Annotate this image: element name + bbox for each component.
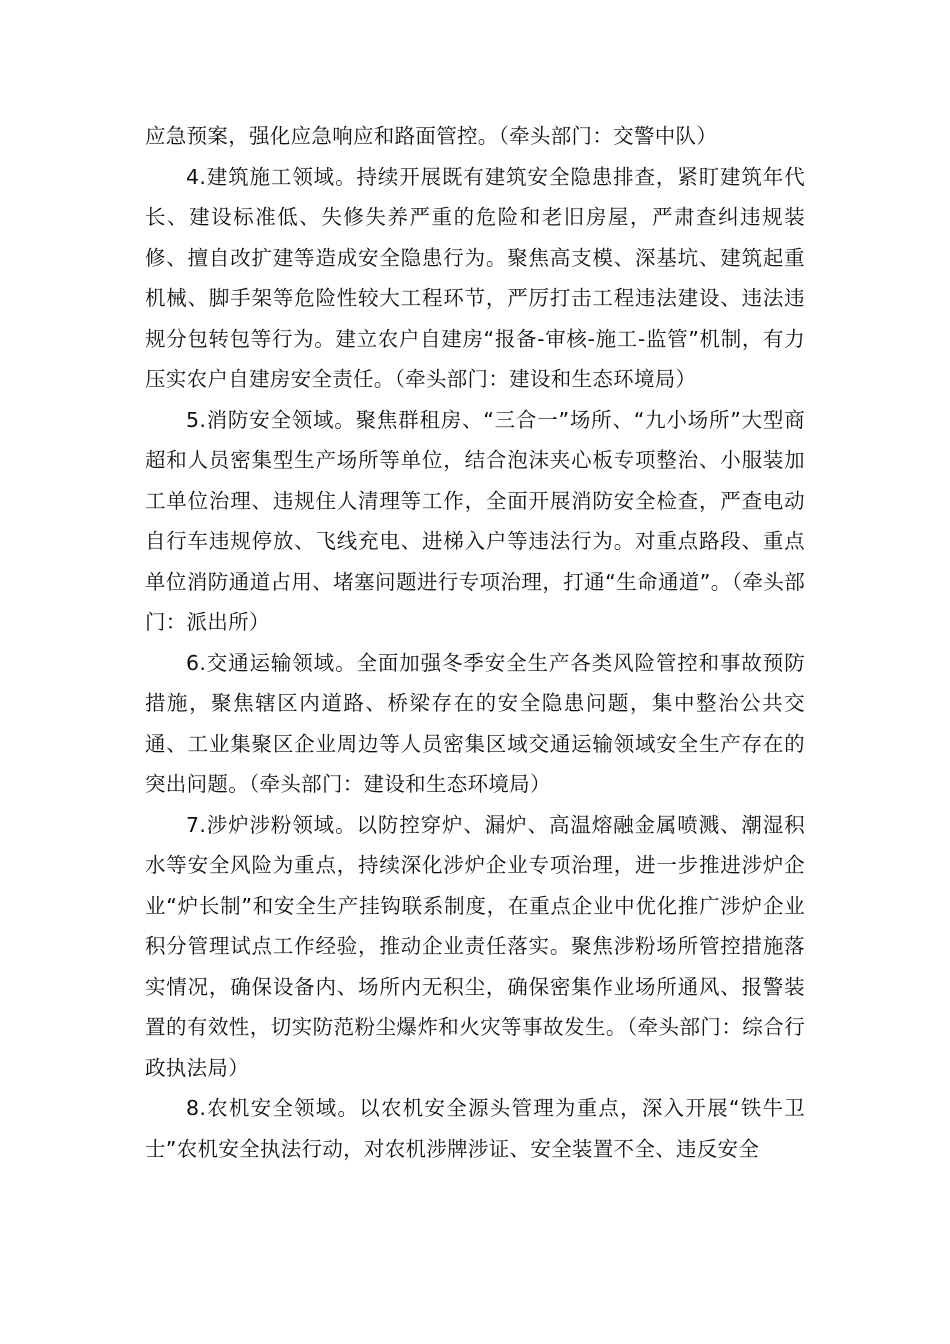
paragraph-transport: 6.交通运输领域。全面加强冬季安全生产各类风险管控和事故预防措施，聚焦辖区内道路、桥梁存在的安全隐患问题，集中整治公共交通、工业集聚区企业周边等人员密集区域交通运输领域安全生产存在的突出问题。（牵头部门：建设和生态环境局） — [145, 650, 805, 796]
paragraph-continuation: 应急预案，强化应急响应和路面管控。（牵头部门：交警中队） — [145, 124, 718, 148]
paragraph-furnace-dust: 7.涉炉涉粉领域。以防控穿炉、漏炉、高温熔融金属喷溅、潮湿积水等安全风险为重点，持续深化涉炉企业专项治理，进一步推进涉炉企业“炉长制”和安全生产挂钩联系制度，在重点企业中优化推广涉炉企业积分管理试点工作经验，推动企业责任落实。聚焦涉粉场所管控措施落实情况，确保设备内、场所内无积尘，确保密集作业场所通风、报警装置的有效性，切实防范粉尘爆炸和火灾等事故发生。（牵头部门：综合行政执法局） — [145, 812, 805, 1080]
document-body — [145, 116, 805, 1169]
paragraph-fire-safety: 5.消防安全领域。聚焦群租房、“三合一”场所、“九小场所”大型商超和人员密集型生产场所等单位，结合泡沫夹心板专项整治、小服装加工单位治理、违规住人清理等工作，全面开展消防安全检查，严查电动自行车违规停放、飞线充电、进梯入户等违法行为。对重点路段、重点单位消防通道占用、堵塞问题进行专项治理，打通“生命通道”。（牵头部门：派出所） — [145, 407, 805, 634]
paragraph-farm-machinery: 8.农机安全领域。以农机安全源头管理为重点，深入开展“铁牛卫士”农机安全执法行动，对农机涉牌涉证、安全装置不全、违反安全 — [145, 1096, 805, 1161]
paragraph-construction: 4.建筑施工领域。持续开展既有建筑安全隐患排查，紧盯建筑年代长、建设标准低、失修失养严重的危险和老旧房屋，严肃查纠违规装修、擅自改扩建等造成安全隐患行为。聚焦高支模、深基坑、建筑起重机械、脚手架等危险性较大工程环节，严厉打击工程违法建设、违法违规分包转包等行为。建立农户自建房“报备-审核-施工-监管”机制，有力压实农户自建房安全责任。（牵头部门：建设和生态环境局） — [145, 164, 805, 391]
